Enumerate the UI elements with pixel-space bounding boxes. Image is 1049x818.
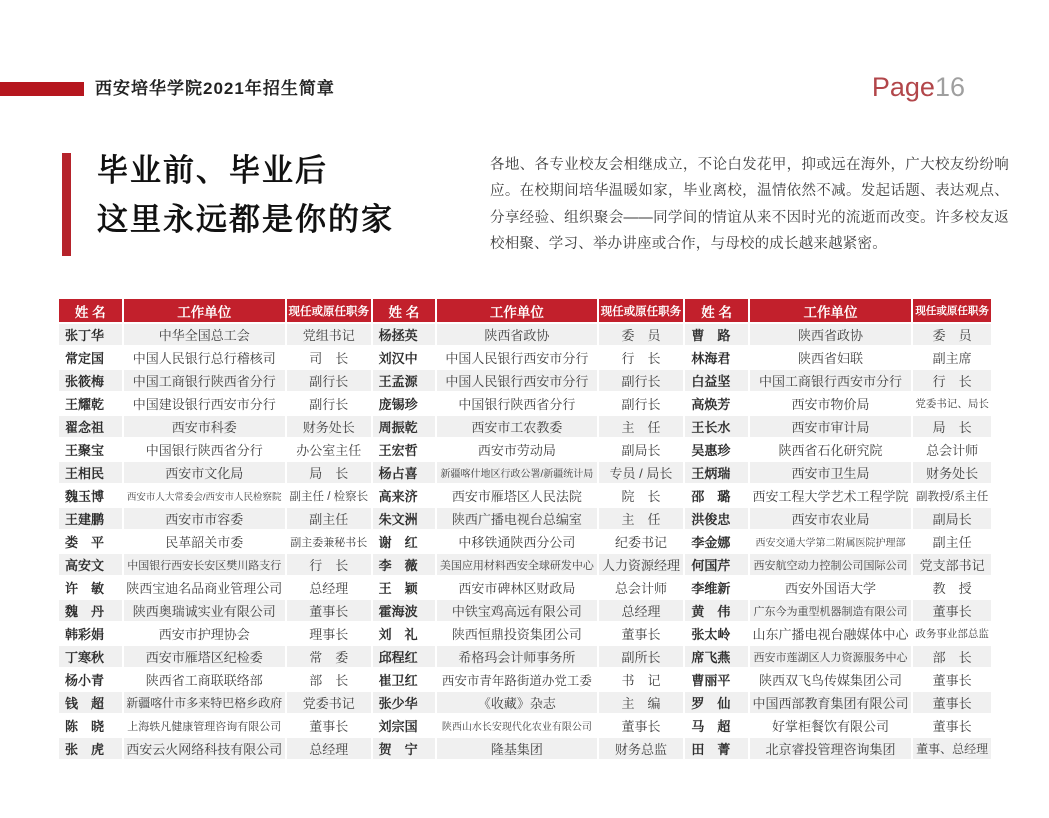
table-row <box>59 554 991 575</box>
name-cell: 朱文洲 <box>373 508 436 529</box>
unit-cell: 西安市审计局 <box>750 416 911 437</box>
unit-cell: 陕西省政协 <box>750 324 911 345</box>
position-cell: 党委书记、局长 <box>913 393 991 414</box>
position-cell: 副局长 <box>913 508 991 529</box>
unit-cell: 中华全国总工会 <box>124 324 285 345</box>
alumni-table <box>57 297 993 761</box>
position-cell: 总经理 <box>599 600 684 621</box>
unit-cell: 西安市市容委 <box>124 508 285 529</box>
name-cell: 邵 璐 <box>685 485 748 506</box>
unit-cell: 西安市劳动局 <box>437 439 596 460</box>
table-row <box>59 347 991 368</box>
table-row <box>59 531 991 552</box>
name-cell: 王孟源 <box>373 370 436 391</box>
position-cell: 总经理 <box>287 577 371 598</box>
unit-cell: 陕西恒鼎投资集团公司 <box>437 623 596 644</box>
name-cell: 洪俊忠 <box>685 508 748 529</box>
position-cell: 委 员 <box>599 324 684 345</box>
position-cell: 董事长 <box>599 715 684 736</box>
position-cell: 部 长 <box>913 646 991 667</box>
position-cell: 人力资源经理 <box>599 554 684 575</box>
unit-cell: 中国人民银行总行稽核司 <box>124 347 285 368</box>
position-cell: 专员 / 局长 <box>599 462 684 483</box>
name-cell: 马 超 <box>685 715 748 736</box>
position-cell: 党组书记 <box>287 324 371 345</box>
table-row <box>59 738 991 759</box>
unit-cell: 陕西山水长安现代化农业有限公司 <box>437 715 596 736</box>
unit-cell: 西安市人大常委会/西安市人民检察院 <box>124 485 285 506</box>
unit-cell: 陕西广播电视台总编室 <box>437 508 596 529</box>
name-cell: 林海君 <box>685 347 748 368</box>
name-cell: 高焕芳 <box>685 393 748 414</box>
table-header-row <box>59 299 991 322</box>
name-cell: 陈 晓 <box>59 715 122 736</box>
section-title-line2: 这里永远都是你的家 <box>97 202 394 237</box>
position-cell: 主 任 <box>599 416 684 437</box>
table-row <box>59 393 991 414</box>
unit-cell: 陕西省政协 <box>437 324 596 345</box>
position-cell: 董事长 <box>599 623 684 644</box>
name-cell: 张筱梅 <box>59 370 122 391</box>
unit-cell: 西安市文化局 <box>124 462 285 483</box>
name-cell: 钱 超 <box>59 692 122 713</box>
position-cell: 党支部书记 <box>913 554 991 575</box>
unit-cell: 西安市莲湖区人力资源服务中心 <box>750 646 911 667</box>
name-cell: 王耀乾 <box>59 393 122 414</box>
position-cell: 财务总监 <box>599 738 684 759</box>
unit-cell: 中国工商银行西安市分行 <box>750 370 911 391</box>
position-cell: 副所长 <box>599 646 684 667</box>
table-row <box>59 370 991 391</box>
table-row <box>59 623 991 644</box>
unit-cell: 西安市护理协会 <box>124 623 285 644</box>
unit-cell: 西安云火网络科技有限公司 <box>124 738 285 759</box>
unit-cell: 中国银行陕西省分行 <box>437 393 596 414</box>
name-cell: 田 菁 <box>685 738 748 759</box>
name-cell: 张太岭 <box>685 623 748 644</box>
position-cell: 董事长 <box>287 715 371 736</box>
header-unit-2: 工作单位 <box>437 299 596 322</box>
position-cell: 副主任 <box>913 531 991 552</box>
header-unit-1: 工作单位 <box>124 299 285 322</box>
unit-cell: 陕西双飞鸟传媒集团公司 <box>750 669 911 690</box>
name-cell: 吴惠珍 <box>685 439 748 460</box>
table-row <box>59 485 991 506</box>
name-cell: 王炳瑞 <box>685 462 748 483</box>
position-cell: 董事长 <box>913 692 991 713</box>
position-cell: 董事、总经理 <box>913 738 991 759</box>
unit-cell: 中国银行西安长安区樊川路支行 <box>124 554 285 575</box>
name-cell: 杨小青 <box>59 669 122 690</box>
name-cell: 张少华 <box>373 692 436 713</box>
position-cell: 董事长 <box>913 715 991 736</box>
position-cell: 局 长 <box>287 462 371 483</box>
header-name-3: 姓 名 <box>685 299 748 322</box>
header-name-2: 姓 名 <box>373 299 436 322</box>
table-row <box>59 439 991 460</box>
name-cell: 王 颖 <box>373 577 436 598</box>
position-cell: 理事长 <box>287 623 371 644</box>
name-cell: 王长水 <box>685 416 748 437</box>
position-cell: 副局长 <box>599 439 684 460</box>
name-cell: 罗 仙 <box>685 692 748 713</box>
position-cell: 董事长 <box>913 669 991 690</box>
position-cell: 办公室主任 <box>287 439 371 460</box>
position-cell: 副行长 <box>599 370 684 391</box>
name-cell: 常定国 <box>59 347 122 368</box>
unit-cell: 西安外国语大学 <box>750 577 911 598</box>
unit-cell: 西安市工农教委 <box>437 416 596 437</box>
name-cell: 张 虎 <box>59 738 122 759</box>
unit-cell: 陕西宝迪名品商业管理公司 <box>124 577 285 598</box>
position-cell: 总会计师 <box>599 577 684 598</box>
section-title <box>97 146 394 244</box>
name-cell: 丁寒秋 <box>59 646 122 667</box>
position-cell: 党委书记 <box>287 692 371 713</box>
name-cell: 杨拯英 <box>373 324 436 345</box>
unit-cell: 西安交通大学第二附属医院护理部 <box>750 531 911 552</box>
position-cell: 副行长 <box>599 393 684 414</box>
name-cell: 刘 礼 <box>373 623 436 644</box>
unit-cell: 好掌柜餐饮有限公司 <box>750 715 911 736</box>
name-cell: 张丁华 <box>59 324 122 345</box>
name-cell: 魏玉博 <box>59 485 122 506</box>
position-cell: 总会计师 <box>913 439 991 460</box>
unit-cell: 《收藏》杂志 <box>437 692 596 713</box>
unit-cell: 西安市农业局 <box>750 508 911 529</box>
unit-cell: 广东今为重型机器制造有限公司 <box>750 600 911 621</box>
table-row <box>59 508 991 529</box>
table-row <box>59 577 991 598</box>
unit-cell: 中国人民银行西安市分行 <box>437 347 596 368</box>
unit-cell: 西安市碑林区财政局 <box>437 577 596 598</box>
header-position-2: 现任或原任职务 <box>599 299 684 322</box>
position-cell: 董事长 <box>913 600 991 621</box>
section-title-accent-bar <box>62 153 71 256</box>
table-row <box>59 715 991 736</box>
position-cell: 书 记 <box>599 669 684 690</box>
name-cell: 霍海波 <box>373 600 436 621</box>
position-cell: 主 编 <box>599 692 684 713</box>
position-cell: 财务处长 <box>287 416 371 437</box>
table-row <box>59 669 991 690</box>
name-cell: 高安文 <box>59 554 122 575</box>
unit-cell: 中铁宝鸡高远有限公司 <box>437 600 596 621</box>
name-cell: 贺 宁 <box>373 738 436 759</box>
name-cell: 高来济 <box>373 485 436 506</box>
unit-cell: 中国人民银行西安市分行 <box>437 370 596 391</box>
name-cell: 王聚宝 <box>59 439 122 460</box>
position-cell: 副主任 <box>287 508 371 529</box>
position-cell: 主 任 <box>599 508 684 529</box>
unit-cell: 中国西部教育集团有限公司 <box>750 692 911 713</box>
name-cell: 王宏哲 <box>373 439 436 460</box>
position-cell: 行 长 <box>913 370 991 391</box>
name-cell: 庞锡珍 <box>373 393 436 414</box>
position-cell: 副行长 <box>287 370 371 391</box>
unit-cell: 中国建设银行西安市分行 <box>124 393 285 414</box>
header-position-3: 现任或原任职务 <box>913 299 991 322</box>
position-cell: 副主任 / 检察长 <box>287 485 371 506</box>
name-cell: 何国芹 <box>685 554 748 575</box>
unit-cell: 民革韶关市委 <box>124 531 285 552</box>
name-cell: 韩彩娟 <box>59 623 122 644</box>
unit-cell: 山东广播电视台融媒体中心 <box>750 623 911 644</box>
position-cell: 教 授 <box>913 577 991 598</box>
name-cell: 王建鹏 <box>59 508 122 529</box>
position-cell: 行 长 <box>599 347 684 368</box>
position-cell: 常 委 <box>287 646 371 667</box>
name-cell: 刘宗国 <box>373 715 436 736</box>
alumni-table-body <box>59 324 991 759</box>
header-accent-bar <box>0 82 84 96</box>
unit-cell: 中移铁通陕西分公司 <box>437 531 596 552</box>
table-row <box>59 324 991 345</box>
name-cell: 曹 路 <box>685 324 748 345</box>
unit-cell: 北京睿投管理咨询集团 <box>750 738 911 759</box>
name-cell: 谢 红 <box>373 531 436 552</box>
page-indicator <box>872 72 965 103</box>
name-cell: 曹丽平 <box>685 669 748 690</box>
table-row <box>59 416 991 437</box>
position-cell: 副行长 <box>287 393 371 414</box>
name-cell: 王相民 <box>59 462 122 483</box>
name-cell: 娄 平 <box>59 531 122 552</box>
unit-cell: 新疆喀什市多来特巴格乡政府 <box>124 692 285 713</box>
unit-cell: 西安市卫生局 <box>750 462 911 483</box>
position-cell: 董事长 <box>287 600 371 621</box>
table-row <box>59 692 991 713</box>
name-cell: 席飞燕 <box>685 646 748 667</box>
position-cell: 财务处长 <box>913 462 991 483</box>
name-cell: 许 敏 <box>59 577 122 598</box>
position-cell: 部 长 <box>287 669 371 690</box>
position-cell: 副教授/系主任 <box>913 485 991 506</box>
unit-cell: 西安市物价局 <box>750 393 911 414</box>
section-intro-paragraph: 各地、各专业校友会相继成立，不论白发花甲，抑或远在海外，广大校友纷纷响应。在校期间培华温暖如家，毕业离校，温情依然不减。发起话题、表达观点、分享经验、组织聚会——同学间的情谊从来不因时光的流逝而改变。许多校友返校相聚、学习、举办讲座或合作，与母校的成长越来越紧密。 <box>490 157 1009 253</box>
unit-cell: 希格玛会计师事务所 <box>437 646 596 667</box>
position-cell: 司 长 <box>287 347 371 368</box>
unit-cell: 西安市青年路街道办党工委 <box>437 669 596 690</box>
page-label: Page <box>871 72 935 102</box>
unit-cell: 中国工商银行陕西省分行 <box>124 370 285 391</box>
table-row <box>59 600 991 621</box>
position-cell: 副主席 <box>913 347 991 368</box>
position-cell: 总经理 <box>287 738 371 759</box>
name-cell: 李金娜 <box>685 531 748 552</box>
page-number: 16 <box>934 72 965 102</box>
position-cell: 纪委书记 <box>599 531 684 552</box>
position-cell: 行 长 <box>287 554 371 575</box>
unit-cell: 西安市雁塔区人民法院 <box>437 485 596 506</box>
name-cell: 周振乾 <box>373 416 436 437</box>
unit-cell: 美国应用材料西安全球研发中心 <box>437 554 596 575</box>
unit-cell: 陕西省工商联联络部 <box>124 669 285 690</box>
name-cell: 白益坚 <box>685 370 748 391</box>
unit-cell: 西安市科委 <box>124 416 285 437</box>
table-row <box>59 462 991 483</box>
position-cell: 副主委兼秘书长 <box>287 531 371 552</box>
unit-cell: 陕西省石化研究院 <box>750 439 911 460</box>
unit-cell: 西安工程大学艺术工程学院 <box>750 485 911 506</box>
header-position-1: 现任或原任职务 <box>287 299 371 322</box>
name-cell: 魏 丹 <box>59 600 122 621</box>
name-cell: 黄 伟 <box>685 600 748 621</box>
unit-cell: 上海轶凡健康管理咨询有限公司 <box>124 715 285 736</box>
header-name-1: 姓 名 <box>59 299 122 322</box>
unit-cell: 陕西省妇联 <box>750 347 911 368</box>
unit-cell: 陕西奥瑞诚实业有限公司 <box>124 600 285 621</box>
section-title-line1: 毕业前、毕业后 <box>97 153 328 188</box>
name-cell: 崔卫红 <box>373 669 436 690</box>
brochure-title: 西安培华学院2021年招生简章 <box>95 79 335 98</box>
unit-cell: 新疆喀什地区行政公署/新疆统计局 <box>437 462 596 483</box>
position-cell: 委 员 <box>913 324 991 345</box>
unit-cell: 中国银行陕西省分行 <box>124 439 285 460</box>
unit-cell: 西安航空动力控制公司国际公司 <box>750 554 911 575</box>
name-cell: 李 薇 <box>373 554 436 575</box>
table-row <box>59 646 991 667</box>
header-unit-3: 工作单位 <box>750 299 911 322</box>
name-cell: 翟念祖 <box>59 416 122 437</box>
name-cell: 李维新 <box>685 577 748 598</box>
name-cell: 杨占喜 <box>373 462 436 483</box>
unit-cell: 西安市雁塔区纪检委 <box>124 646 285 667</box>
unit-cell: 隆基集团 <box>437 738 596 759</box>
position-cell: 院 长 <box>599 485 684 506</box>
name-cell: 邱程红 <box>373 646 436 667</box>
position-cell: 政务事业部总监 <box>913 623 991 644</box>
position-cell: 局 长 <box>913 416 991 437</box>
name-cell: 刘汉中 <box>373 347 436 368</box>
